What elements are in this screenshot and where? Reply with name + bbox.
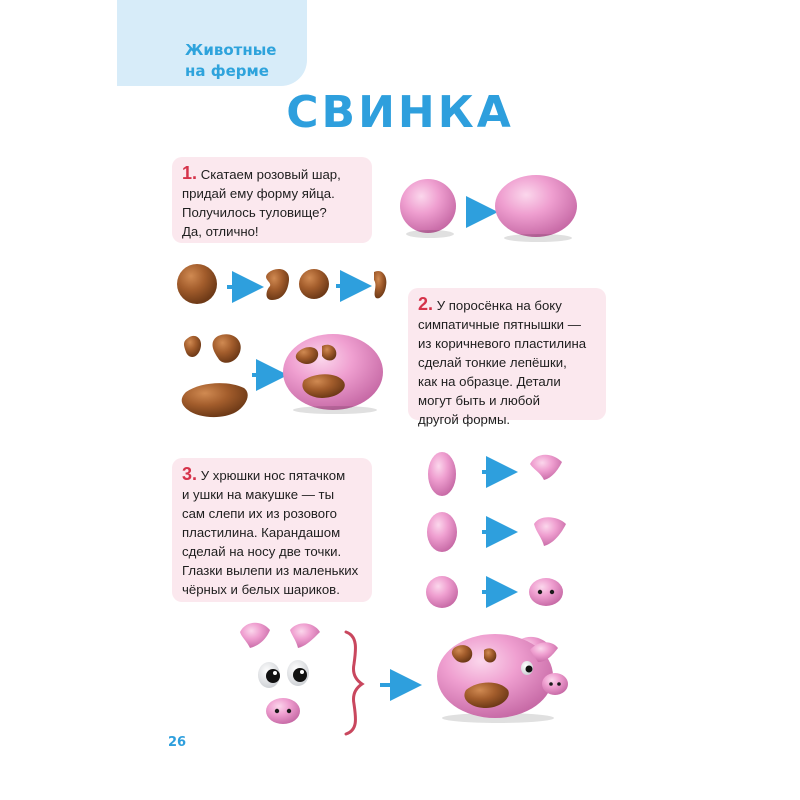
step-3-line-1: У хрюшки нос пятачком bbox=[200, 468, 346, 483]
pink-oval bbox=[428, 452, 456, 496]
pink-body-with-spots bbox=[283, 334, 383, 414]
step-3-line-2: и ушки на макушке — ты bbox=[182, 487, 335, 502]
brown-ball-small bbox=[299, 269, 329, 299]
step-1-line-4: Да, отлично! bbox=[182, 224, 259, 239]
step-2-line-1: У поросёнка на боку bbox=[436, 298, 562, 313]
step-2-line-6: могут быть и любой bbox=[418, 393, 540, 408]
brown-ball bbox=[177, 264, 217, 304]
step-3-line-6: Глазки вылепи из маленьких bbox=[182, 563, 359, 578]
step-3-line-7: чёрных и белых шариков. bbox=[182, 582, 340, 597]
brace-icon bbox=[346, 632, 362, 734]
brown-spot bbox=[374, 271, 386, 298]
section-title-line-2: на ферме bbox=[185, 62, 269, 80]
pink-oval bbox=[427, 512, 457, 552]
pink-ear bbox=[534, 517, 566, 546]
step-3-line-4: пластилина. Карандашом bbox=[182, 525, 341, 540]
pink-ear bbox=[290, 623, 320, 648]
step-3-number: 3. bbox=[182, 464, 198, 484]
step-2-line-4: сделай тонкие лепёшки, bbox=[418, 355, 567, 370]
pink-snout bbox=[529, 578, 563, 606]
finished-pig bbox=[437, 634, 568, 723]
brown-spot bbox=[213, 334, 241, 363]
pink-ear bbox=[530, 455, 562, 480]
step-2-line-5: как на образце. Детали bbox=[418, 374, 561, 389]
step-2-number: 2. bbox=[418, 294, 434, 314]
pink-ear bbox=[240, 623, 270, 648]
page-title: СВИНКА bbox=[286, 87, 514, 138]
pink-egg-body bbox=[495, 175, 577, 242]
pink-ball bbox=[400, 179, 456, 238]
eye-icon bbox=[258, 662, 280, 688]
step-1-number: 1. bbox=[182, 163, 198, 183]
step-1-line-2: придай ему форму яйца. bbox=[182, 186, 335, 201]
section-title-line-1: Животные bbox=[185, 41, 277, 59]
step-3-line-5: сделай на носу две точки. bbox=[182, 544, 342, 559]
step-3-line-3: сам слепи их из розового bbox=[182, 506, 337, 521]
pink-ball-small bbox=[426, 576, 458, 608]
page-number: 26 bbox=[168, 735, 187, 750]
brown-spot bbox=[266, 269, 289, 300]
step-2-line-2: симпатичные пятнышки — bbox=[418, 317, 581, 332]
step-2-line-7: другой формы. bbox=[418, 412, 511, 427]
step-2-line-3: из коричневого пластилина bbox=[418, 336, 587, 351]
eye-icon bbox=[287, 660, 309, 686]
step-1-line-3: Получилось туловище? bbox=[182, 205, 327, 220]
step-1-line-1: Скатаем розовый шар, bbox=[200, 167, 341, 182]
brown-spot bbox=[184, 336, 201, 357]
pink-snout bbox=[266, 698, 300, 724]
brown-spot bbox=[182, 383, 248, 417]
